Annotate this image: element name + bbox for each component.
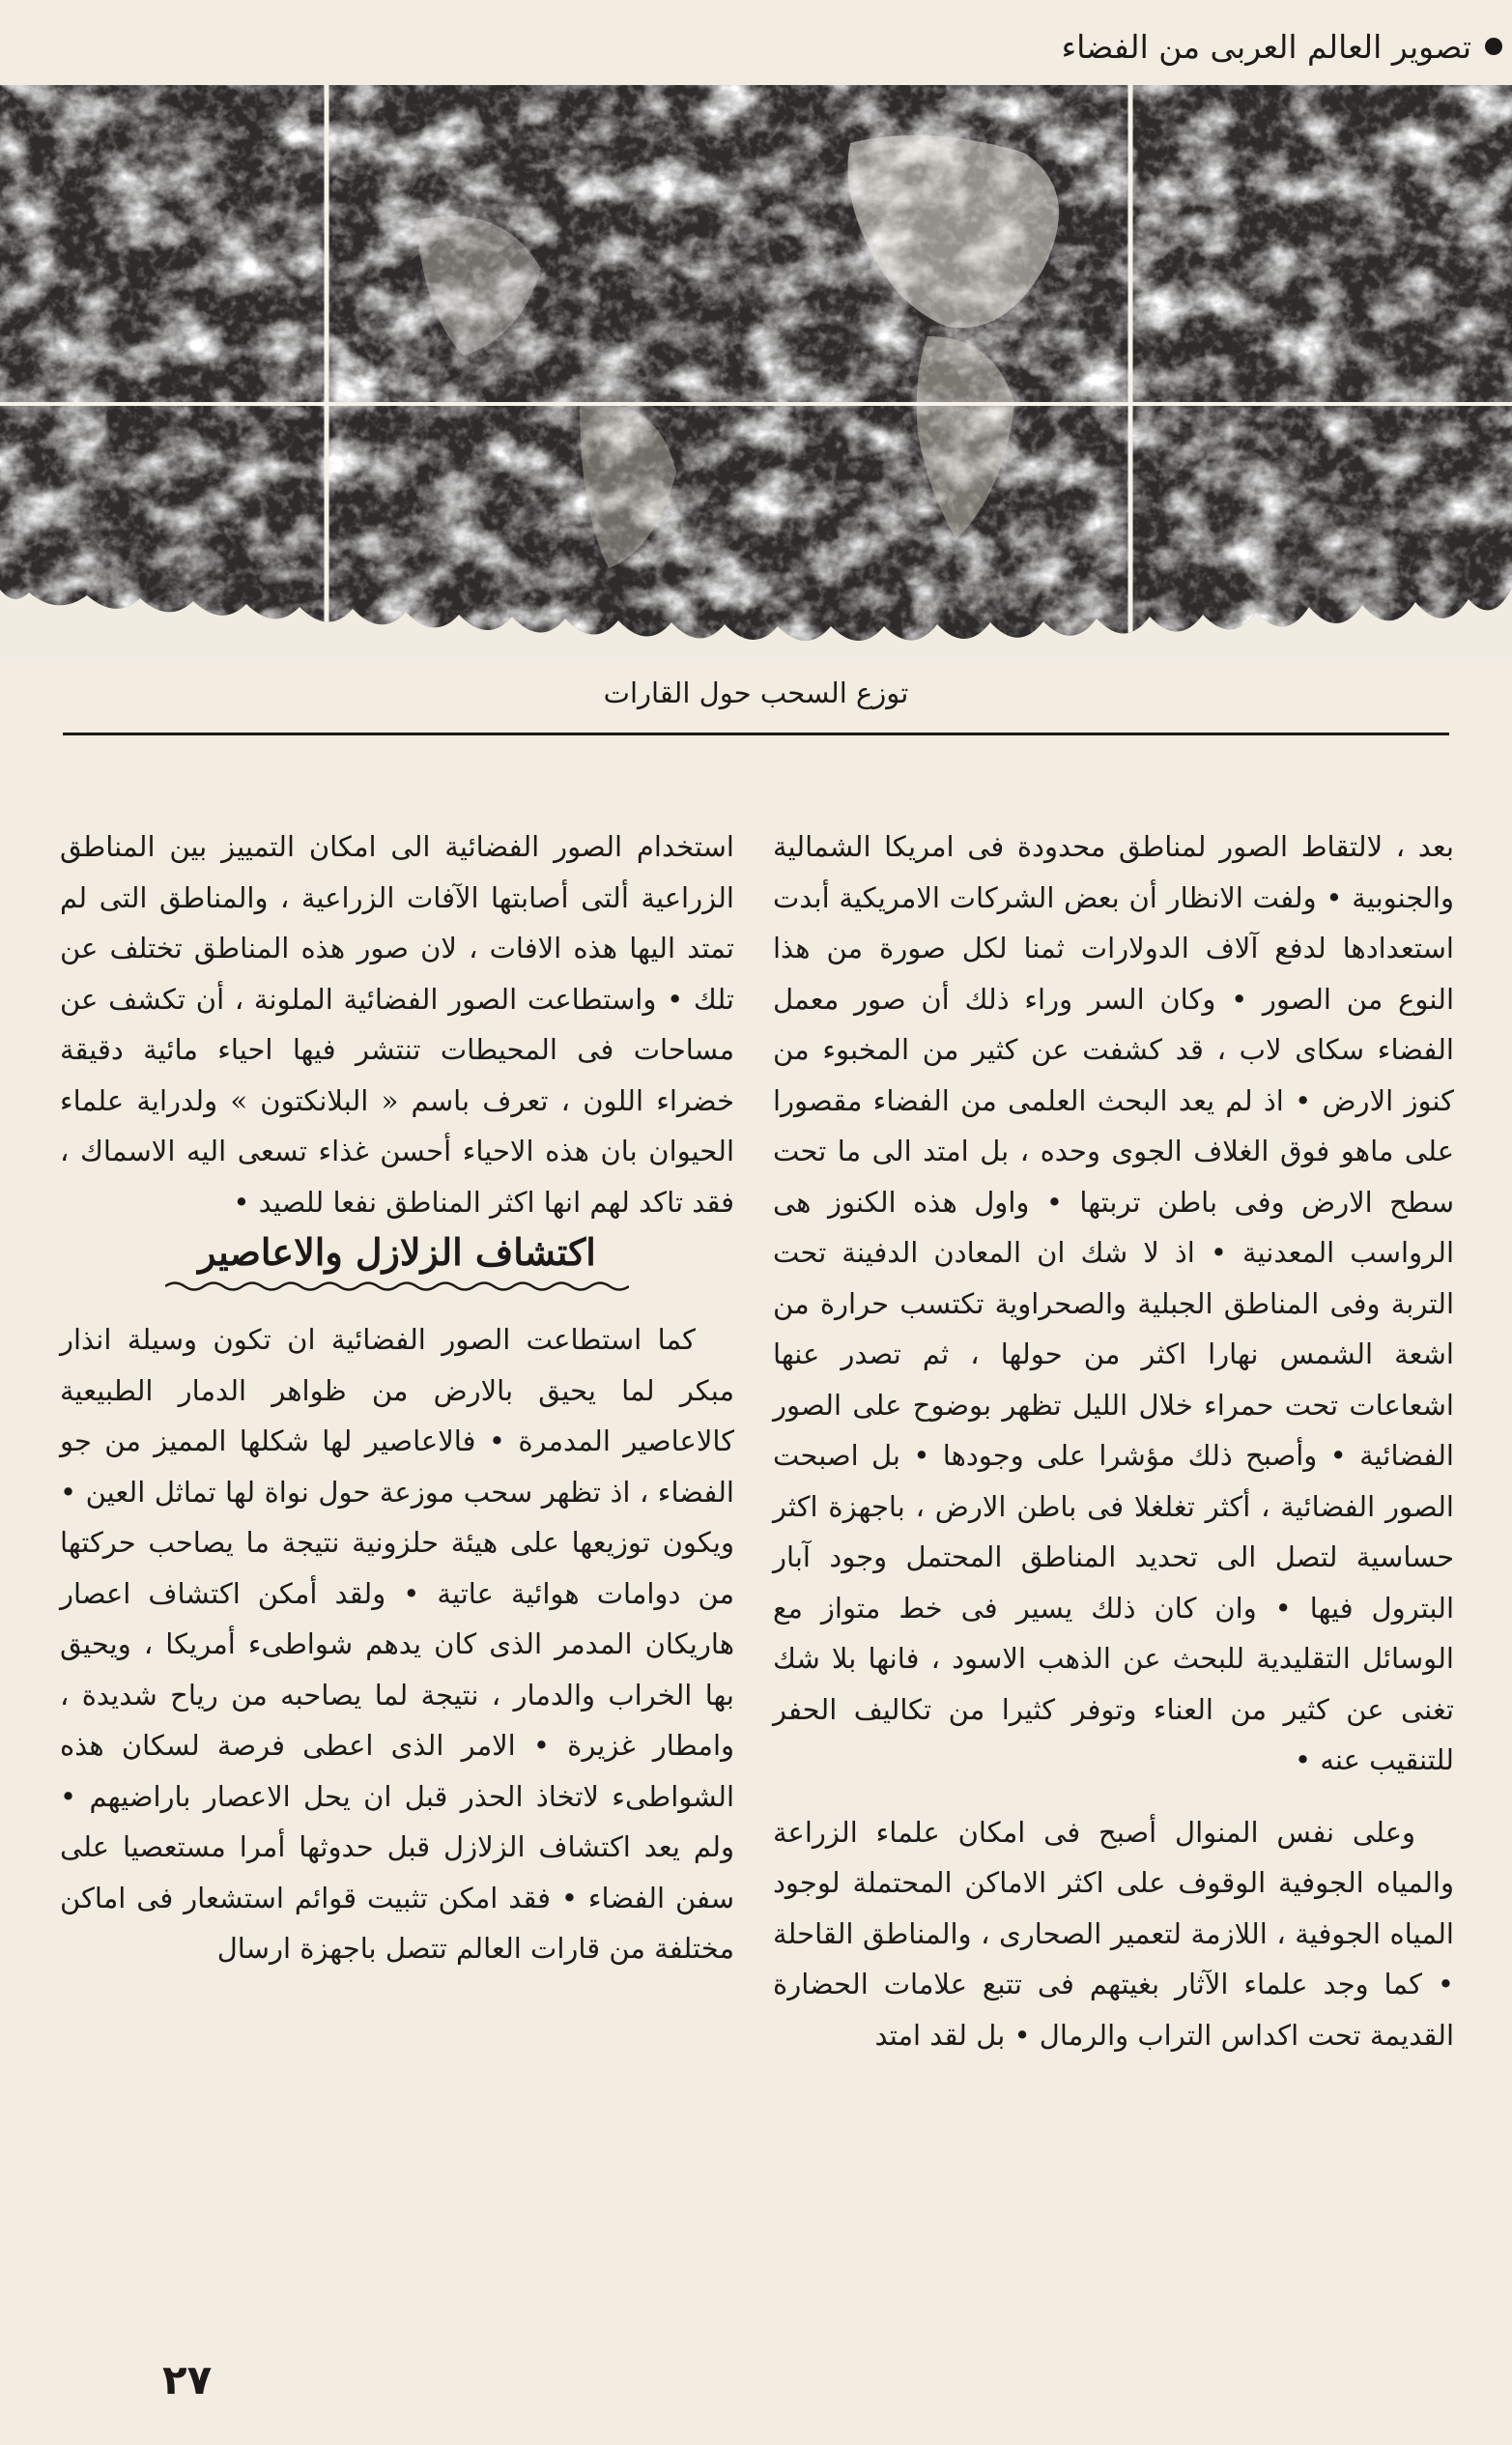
article-paragraph: كما استطاعت الصور الفضائية ان تكون وسيلة انذار مبكر لما يحيق بالارض من ظواهر الدمار الطبيعية كالاعاصير المدمرة • فالاعاصير لها شكلها المميز من جو الفضاء ، اذ تظهر سحب موزعة حول نواة لها تماثل العين • ويكون توزيعها على هيئة حلزونية نتيجة ما يصاحب حركتها من دوامات هوائية عاتية • ولقد أمكن اكتشاف اعصار هاريكان المدمر الذى كان يدهم شواطىء أمريكا ، ويحيق بها الخراب والدمار ، نتيجة لما يصاحبه من رياح شديدة ، وامطار غزيرة • الامر الذى اعطى فرصة لسكان هذه الشواطىء لاتخاذ الحذر قبل ان يحل الاعصار باراضيهم • ولم يعد اكتشاف الزلازل قبل حدوثها أمرا مستعصيا على سفن الفضاء • فقد امكن تثبيت قوائم استشعار فى اماكن مختلفة من قارات العالم تتصل باجهزة ارسال [60,1323,734,1965]
page-number: ٢٧ [162,2356,213,2403]
article-paragraph: استخدام الصور الفضائية الى امكان التمييز بين المناطق الزراعية ألتى أصابتها الآفات الزراعية ، والمناطق التى لم تمتد اليها هذه الافات ، لان صور هذه المناطق تختلف عن تلك • واستطاعت الصور الفضائية الملونة ، أن تكشف عن مساحات فى المحيطات تنتشر فيها احياء مائية دقيقة خضراء اللون ، تعرف باسم « البلانكتون » ولدراية علماء الحيوان بان هذه الاحياء أحسن غذاء تسعى اليه الاسماك ، فقد تاكد لهم انها اكثر المناطق نفعا للصيد • [60,830,734,1219]
article-left-column [60,821,734,1974]
bullet-dot-icon [1485,38,1502,55]
section-subheading: اكتشاف الزلازل والاعاصير [198,1230,596,1274]
wavy-underline-ornament [165,1280,629,1293]
article-paragraph: وعلى نفس المنوال أصبح فى امكان علماء الزراعة والمياه الجوفية الوقوف على اكثر الاماكن المحتملة لوجود المياه الجوفية ، اللازمة لتعمير الصحارى ، والمناطق القاحلة • كما وجد علماء الآثار بغيتهم فى تتبع علامات الحضارة القديمة تحت اكداس التراب والرمال • بل لقد امتد [773,1815,1454,2052]
running-header [39,17,1502,75]
horizontal-divider [63,733,1449,735]
header-title: تصوير العالم العربى من الفضاء [1061,27,1471,66]
article-paragraph: بعد ، لالتقاط الصور لمناطق محدودة فى امريكا الشمالية والجنوبية • ولفت الانظار أن بعض الشركات الامريكية أبدت استعدادها لدفع آلاف الدولارات ثمنا لكل صورة من هذا النوع من الصور • وكان السر وراء ذلك أن صور معمل الفضاء سكاى لاب ، قد كشفت عن كثير من المخبوء من كنوز الارض • اذ لم يعد البحث العلمى من الفضاء مقصورا على ماهو فوق الغلاف الجوى وحده ، بل امتد الى ما تحت سطح الارض وفى باطن تربتها • واول هذه الكنوز هى الرواسب المعدنية • اذ لا شك ان المعادن الدفينة تحت التربة وفى المناطق الجبلية والصحراوية تكتسب حرارة من اشعة الشمس نهارا اكثر من حولها ، ثم تصدر عنها اشعاعات تحت حمراء خلال الليل تظهر بوضوح على الصور الفضائية • وأصبح ذلك مؤشرا على وجودها • بل اصبحت الصور الفضائية ، أكثر تغلغلا فى باطن الارض ، باجهزة اكثر حساسية لتصل الى تحديد المناطق المحتمل وجود آبار البترول فيها • وان كان ذلك يسير فى خط متواز مع الوسائل التقليدية للبحث عن الذهب الاسود ، فانها بلا شك تغنى عن كثير من العناء وتوفر كثيرا من تكاليف الحفر للتنقيب عنه • [773,830,1454,1776]
article-right-column [773,821,1454,2060]
satellite-cloud-mosaic-image [0,85,1512,660]
figure-caption: توزع السحب حول القارات [603,676,909,709]
